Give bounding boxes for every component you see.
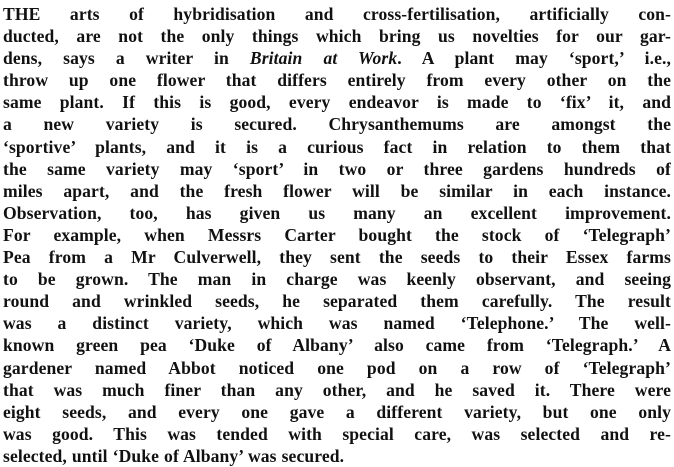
article-body [3, 3, 671, 466]
text-line: THE arts of hybridisation and cross-fertilisation, artificially con- [3, 4, 671, 24]
text-line: Pea from a Mr Culverwell, they sent the seeds to their Essex farms [3, 247, 671, 268]
publication-title: Britain at Work [249, 48, 398, 69]
text-line: dens, says a writer in Britain at Work. A plant may ‘sport,’ i.e., [3, 48, 671, 69]
text-line: Observation, too, has given us many an excellent improvement. [3, 202, 671, 223]
text-line: For example, when Messrs Carter bought the stock of ‘Telegraph’ [3, 224, 671, 245]
text-line: miles apart, and the fresh flower will be similar in each instance. [3, 180, 671, 201]
text-line: the same variety may ‘sport’ in two or three gardens hundreds of [3, 158, 671, 179]
text-line: gardener named Abbot noticed one pod on a row of ‘Telegraph’ [3, 357, 671, 378]
text-line: that was much finer than any other, and he saved it. There were [3, 379, 671, 400]
text-line: a new variety is secured. Chrysanthemums are amongst the [3, 114, 671, 135]
text-line: was a distinct variety, which was named ‘Telephone.’ The well- [3, 313, 671, 334]
text-line: throw up one flower that differs entirely from every other on the [3, 70, 671, 91]
text-line: was good. This was tended with special care, was selected and re- [3, 423, 671, 444]
text-line: known green pea ‘Duke of Albany’ also came from ‘Telegraph.’ A [3, 335, 671, 356]
text-line: selected, until ‘Duke of Albany’ was secured. [3, 445, 345, 466]
text-line: same plant. If this is good, every endeavor is made to ‘fix’ it, and [3, 92, 671, 113]
text-line: ducted, are not the only things which bring us novelties for our gar- [3, 26, 671, 47]
text-line: ‘sportive’ plants, and it is a curious fact in relation to them that [3, 136, 671, 157]
text-line: eight seeds, and every one gave a different variety, but one only [3, 401, 671, 422]
text-line: round and wrinkled seeds, he separated them carefully. The result [3, 291, 671, 312]
text-line: to be grown. The man in charge was keenly observant, and seeing [3, 269, 671, 290]
